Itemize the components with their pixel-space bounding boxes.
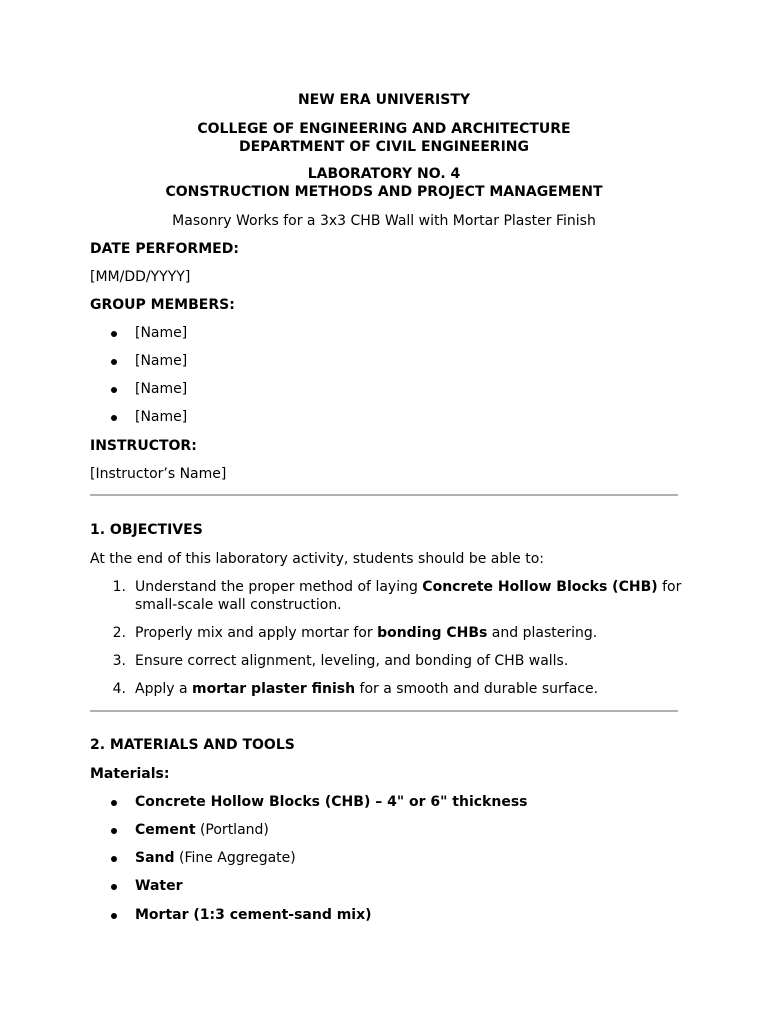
section-divider: [90, 710, 678, 712]
instructor-label: INSTRUCTOR:: [90, 438, 197, 454]
department-name: DEPARTMENT OF CIVIL ENGINEERING: [238, 139, 529, 155]
list-number: 4.: [112, 681, 126, 697]
objectives-heading: 1. OBJECTIVES: [90, 522, 203, 538]
material-item: Concrete Hollow Blocks (CHB) – 4" or 6" thickness: [135, 794, 528, 810]
objective-item: Apply a mortar plaster finish for a smooth and durable surface.: [135, 681, 599, 697]
bullet-icon: [111, 415, 117, 421]
objective-item-continued: small-scale wall construction.: [135, 597, 342, 613]
materials-sublabel: Materials:: [90, 766, 170, 782]
list-number: 2.: [112, 625, 126, 641]
objectives-intro: At the end of this laboratory activity, students should be able to:: [90, 551, 545, 567]
group-member: [Name]: [135, 325, 188, 341]
date-value: [MM/DD/YYYY]: [90, 269, 191, 285]
group-label: GROUP MEMBERS:: [90, 297, 235, 313]
college-name: COLLEGE OF ENGINEERING AND ARCHITECTURE: [197, 121, 571, 137]
instructor-value: [Instructor’s Name]: [90, 466, 227, 482]
lab-number: LABORATORY NO. 4: [307, 166, 461, 182]
course-title: CONSTRUCTION METHODS AND PROJECT MANAGEMENT: [165, 184, 603, 200]
bullet-icon: [111, 828, 117, 834]
bullet-icon: [111, 856, 117, 862]
material-item: Sand (Fine Aggregate): [135, 850, 296, 866]
date-label: DATE PERFORMED:: [90, 241, 239, 257]
list-number: 3.: [112, 653, 126, 669]
material-item: Mortar (1:3 cement-sand mix): [135, 907, 372, 923]
bullet-icon: [111, 387, 117, 393]
objective-item: Understand the proper method of laying Concrete Hollow Blocks (CHB) for: [135, 579, 682, 595]
materials-heading: 2. MATERIALS AND TOOLS: [90, 737, 295, 753]
section-divider: [90, 494, 678, 496]
objective-item: Properly mix and apply mortar for bonding CHBs and plastering.: [135, 625, 598, 641]
group-member: [Name]: [135, 381, 188, 397]
material-item: Cement (Portland): [135, 822, 269, 838]
material-item: Water: [135, 878, 183, 894]
bullet-icon: [111, 331, 117, 337]
bullet-icon: [111, 800, 117, 806]
university-name: NEW ERA UNIVERISTY: [297, 92, 471, 108]
objective-item: Ensure correct alignment, leveling, and bonding of CHB walls.: [135, 653, 569, 669]
bullet-icon: [111, 913, 117, 919]
lab-title: Masonry Works for a 3x3 CHB Wall with Mortar Plaster Finish: [172, 213, 596, 229]
group-member: [Name]: [135, 409, 188, 425]
group-member: [Name]: [135, 353, 188, 369]
bullet-icon: [111, 359, 117, 365]
list-number: 1.: [112, 579, 126, 595]
bullet-icon: [111, 884, 117, 890]
